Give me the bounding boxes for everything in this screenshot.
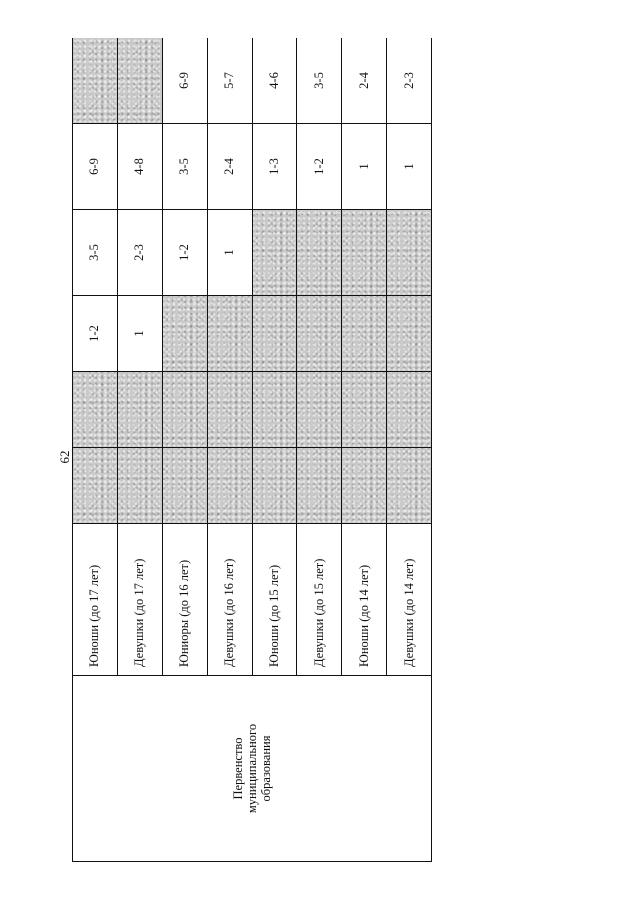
shaded-cell <box>297 372 342 448</box>
event-name-line: образования <box>259 735 273 802</box>
place-range-cell: 4-6 <box>252 38 297 124</box>
place-range-cell: 3-5 <box>297 38 342 124</box>
place-range-cell: 1-2 <box>162 210 207 296</box>
place-range-cell: 1-2 <box>73 296 118 372</box>
shaded-cell <box>162 448 207 524</box>
place-range-cell: 2-4 <box>207 124 252 210</box>
shaded-cell <box>252 296 297 372</box>
shaded-cell <box>297 210 342 296</box>
place-range-cell: 3-5 <box>73 210 118 296</box>
table-frame <box>72 38 432 862</box>
shaded-cell <box>252 448 297 524</box>
place-range-cell: 1 <box>117 296 162 372</box>
age-category-cell: Юниоры (до 16 лет) <box>162 524 207 676</box>
place-range-cell: 1-3 <box>252 124 297 210</box>
shaded-cell <box>73 372 118 448</box>
shaded-cell <box>252 210 297 296</box>
ranking-table <box>72 38 432 862</box>
age-category-cell: Юноши (до 14 лет) <box>342 524 387 676</box>
table-row <box>73 38 118 862</box>
place-range-cell: 4-8 <box>117 124 162 210</box>
place-range-cell: 1 <box>342 124 387 210</box>
shaded-cell <box>73 448 118 524</box>
shaded-cell <box>387 448 432 524</box>
shaded-cell <box>207 296 252 372</box>
shaded-cell <box>342 296 387 372</box>
shaded-cell <box>162 372 207 448</box>
shaded-cell <box>342 210 387 296</box>
place-range-cell: 6-9 <box>73 124 118 210</box>
age-category-cell: Девушки (до 14 лет) <box>387 524 432 676</box>
age-category-cell: Юноши (до 15 лет) <box>252 524 297 676</box>
age-category-cell: Девушки (до 16 лет) <box>207 524 252 676</box>
shaded-cell <box>297 296 342 372</box>
shaded-cell <box>297 448 342 524</box>
shaded-cell <box>387 372 432 448</box>
shaded-cell <box>73 38 118 124</box>
page-number: 62 <box>57 450 72 464</box>
shaded-cell <box>207 372 252 448</box>
shaded-cell <box>117 448 162 524</box>
shaded-cell <box>162 296 207 372</box>
shaded-cell <box>252 372 297 448</box>
event-name-line: муниципального <box>245 723 259 814</box>
place-range-cell: 2-3 <box>387 38 432 124</box>
age-category-cell: Юноши (до 17 лет) <box>73 524 118 676</box>
shaded-cell <box>342 448 387 524</box>
place-range-cell: 6-9 <box>162 38 207 124</box>
event-name-cell <box>73 676 432 862</box>
shaded-cell <box>207 448 252 524</box>
place-range-cell: 3-5 <box>162 124 207 210</box>
place-range-cell: 1-2 <box>297 124 342 210</box>
shaded-cell <box>117 372 162 448</box>
shaded-cell <box>342 372 387 448</box>
place-range-cell: 2-4 <box>342 38 387 124</box>
age-category-cell: Девушки (до 17 лет) <box>117 524 162 676</box>
place-range-cell: 1 <box>387 124 432 210</box>
place-range-cell: 2-3 <box>117 210 162 296</box>
place-range-cell: 1 <box>207 210 252 296</box>
place-range-cell: 5-7 <box>207 38 252 124</box>
shaded-cell <box>117 38 162 124</box>
event-name-line: Первенство <box>231 737 245 800</box>
shaded-cell <box>387 296 432 372</box>
table-body <box>73 38 432 862</box>
rotated-table-container <box>72 38 432 862</box>
age-category-cell: Девушки (до 15 лет) <box>297 524 342 676</box>
shaded-cell <box>387 210 432 296</box>
